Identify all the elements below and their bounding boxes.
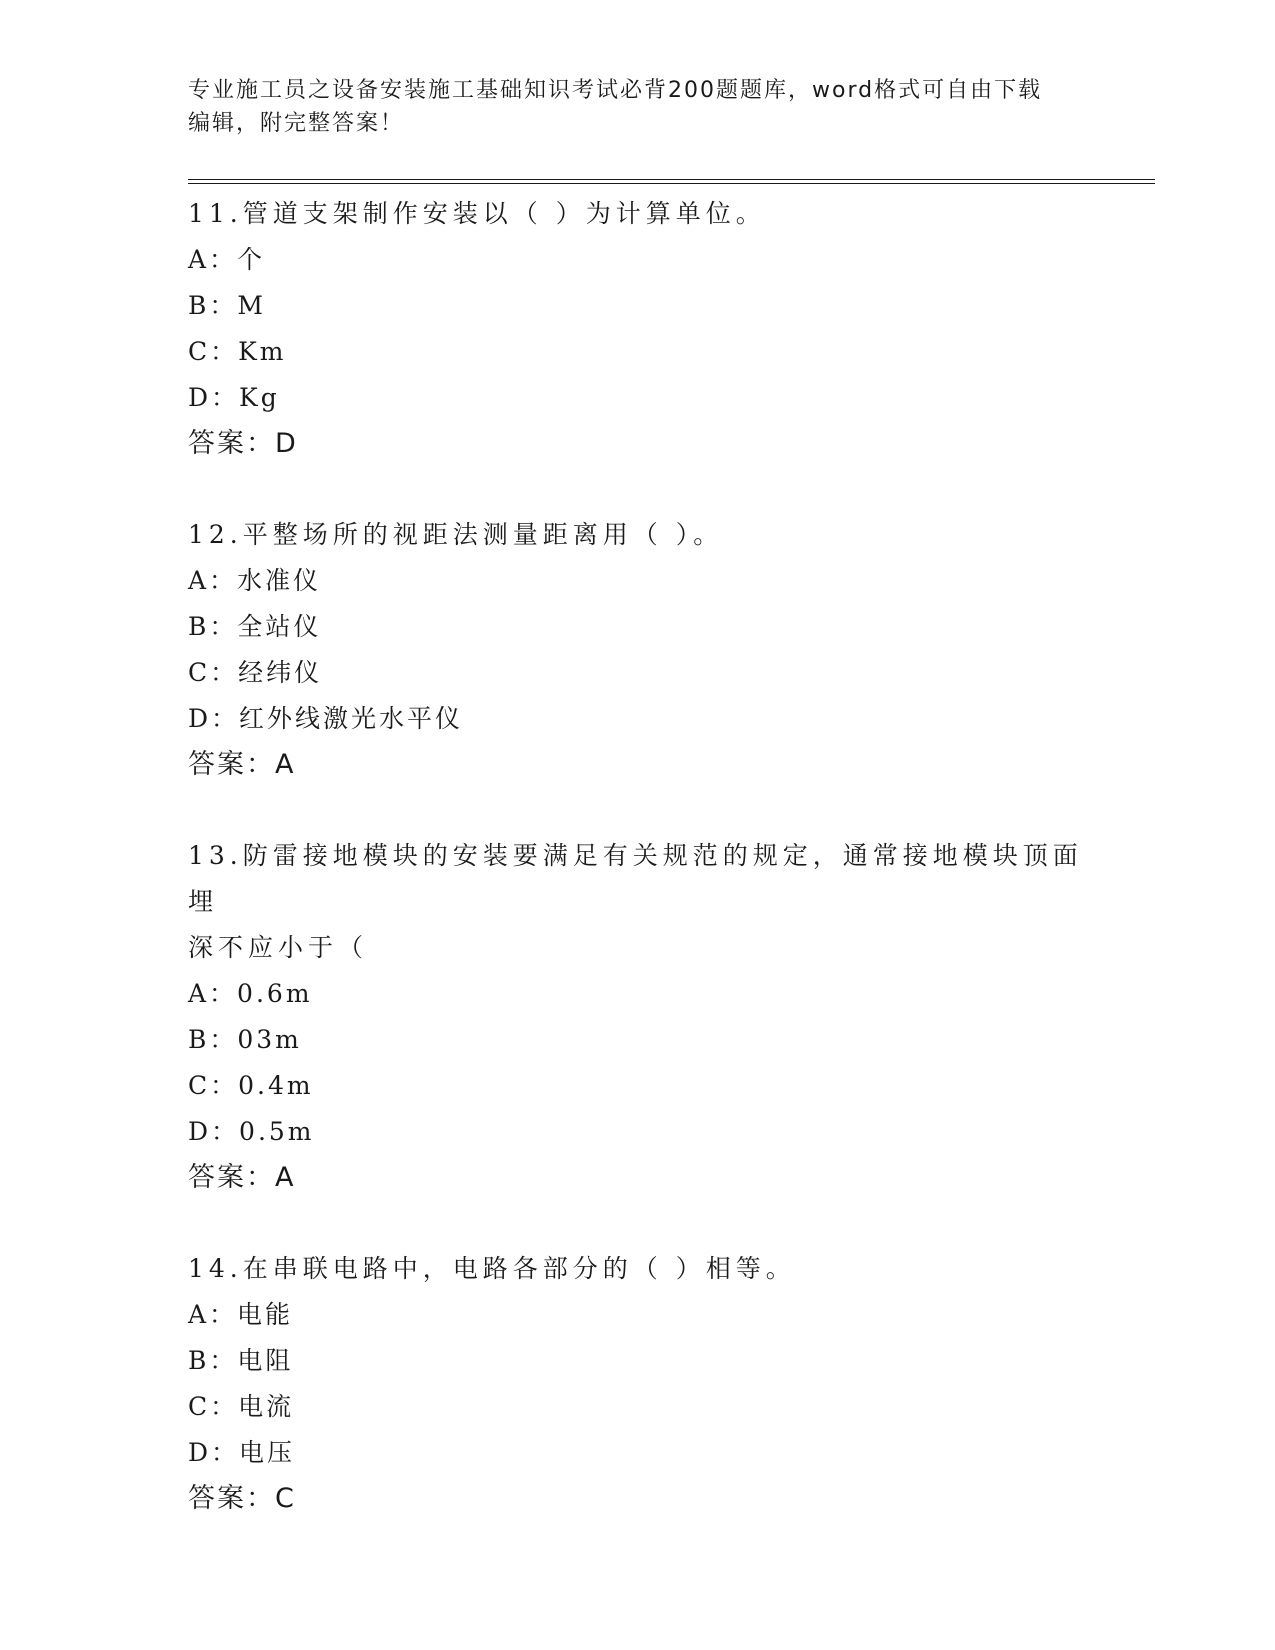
option-a: A：0.6m <box>188 979 313 1008</box>
header-line-1: 专业施工员之设备安装施工基础知识考试必背200题题库，word格式可自由下载 <box>188 78 1043 103</box>
question-stem-line-2: 深不应小于（ <box>188 933 369 962</box>
option-c: C：0.4m <box>188 1071 314 1100</box>
answer-line: 答案：D <box>188 428 298 459</box>
option-d: D：0.5m <box>188 1117 315 1146</box>
option-c: C：经纬仪 <box>188 658 323 687</box>
option-a: A：电能 <box>188 1300 294 1329</box>
answer-line: 答案：C <box>188 1483 296 1514</box>
question-11 <box>188 191 1088 467</box>
option-c: C：电流 <box>188 1392 295 1421</box>
option-d: D：Kg <box>188 383 280 412</box>
question-stem: 12.平整场所的视距法测量距离用（ ）。 <box>188 520 724 549</box>
question-stem: 11.管道支架制作安装以（ ）为计算单位。 <box>188 199 766 228</box>
answer-line: 答案：A <box>188 1162 296 1193</box>
header-divider-top <box>188 179 1155 180</box>
option-d: D：电压 <box>188 1438 296 1467</box>
option-c: C：Km <box>188 337 287 366</box>
question-14 <box>188 1246 1088 1522</box>
option-b: B：全站仪 <box>188 612 322 641</box>
answer-line: 答案：A <box>188 749 296 780</box>
question-stem-line-1: 13.防雷接地模块的安装要满足有关规范的规定，通常接地模块顶面埋 <box>188 841 1083 916</box>
question-stem: 14.在串联电路中，电路各部分的（ ）相等。 <box>188 1254 796 1283</box>
question-13 <box>188 833 1088 1201</box>
header-divider-bottom <box>188 183 1155 184</box>
option-b: B：M <box>188 291 266 320</box>
question-12 <box>188 512 1088 788</box>
document-header <box>188 74 1088 140</box>
option-b: B：电阻 <box>188 1346 294 1375</box>
option-a: A：个 <box>188 245 266 274</box>
question-list <box>188 191 1088 1567</box>
option-b: B：03m <box>188 1025 302 1054</box>
option-a: A：水准仪 <box>188 566 322 595</box>
header-line-2: 编辑，附完整答案！ <box>188 111 405 136</box>
option-d: D：红外线激光水平仪 <box>188 704 464 733</box>
